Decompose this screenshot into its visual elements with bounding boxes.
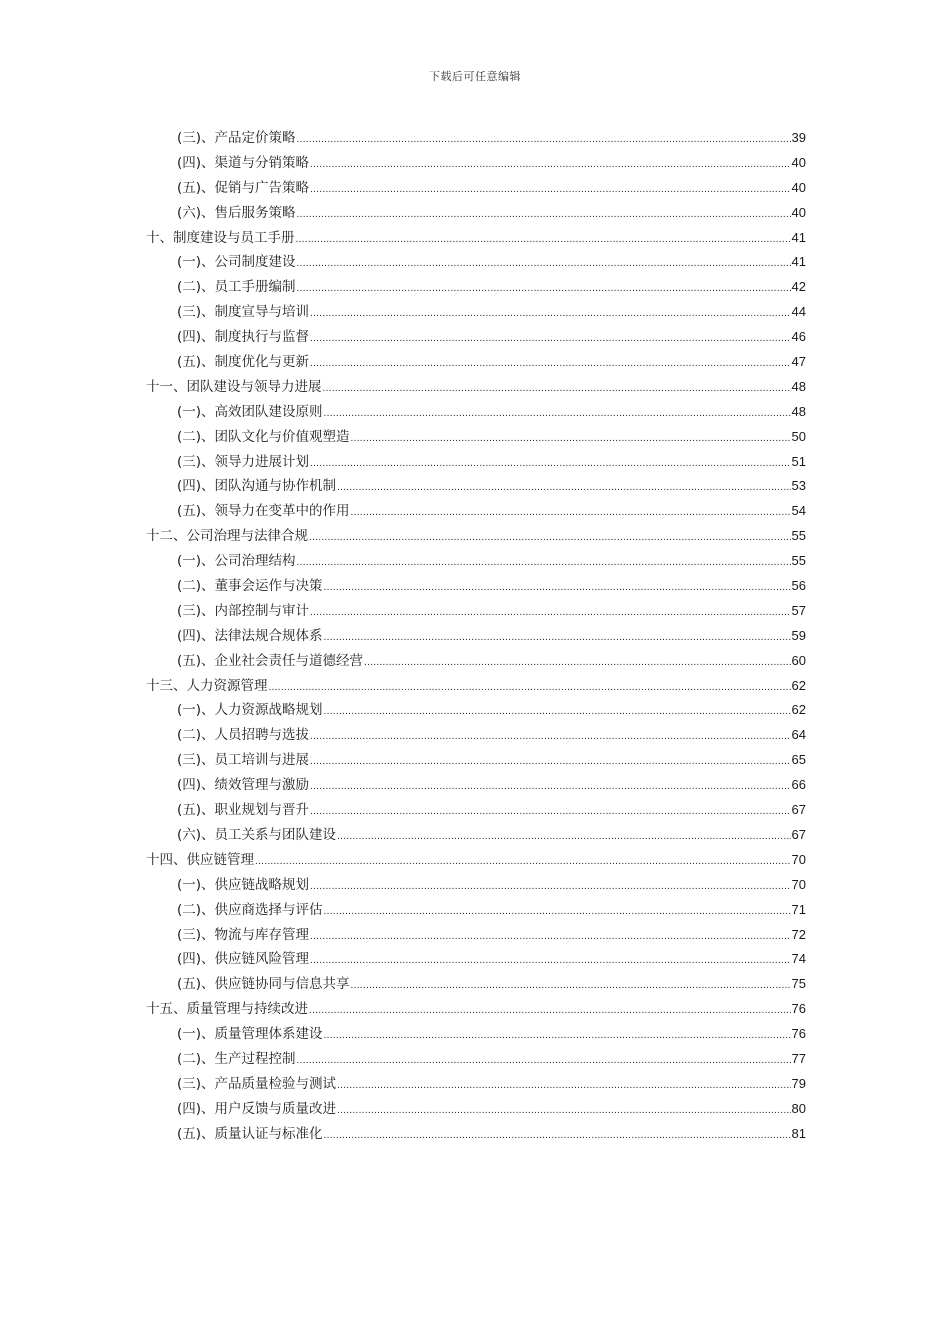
toc-page-number: 76: [791, 1001, 806, 1017]
toc-dot-leader: [364, 651, 790, 676]
toc-section-entry[interactable]: [146, 300, 806, 325]
toc-page-number: 62: [791, 702, 806, 718]
toc-page-number: 75: [791, 976, 806, 992]
toc-section-entry[interactable]: [146, 649, 806, 674]
table-of-contents: [146, 126, 806, 1147]
toc-dot-leader: [310, 352, 790, 377]
toc-page-number: 62: [791, 677, 806, 693]
toc-section-entry[interactable]: [146, 151, 806, 176]
toc-page-number: 77: [791, 1050, 806, 1066]
toc-dot-leader: [324, 576, 791, 601]
toc-page-number: 70: [791, 876, 806, 892]
toc-dot-leader: [310, 875, 790, 900]
toc-entry-label: (一)、公司制度建设: [177, 254, 296, 271]
toc-entry-label: (一)、质量管理体系建设: [177, 1026, 323, 1043]
toc-page-number: 41: [791, 229, 806, 245]
toc-chapter-entry[interactable]: [146, 997, 806, 1022]
toc-dot-leader: [310, 601, 790, 626]
toc-entry-label: (五)、领导力在变革中的作用: [177, 503, 350, 520]
toc-chapter-entry[interactable]: [146, 674, 806, 699]
toc-dot-leader: [324, 900, 791, 925]
toc-page-number: 40: [791, 179, 806, 195]
toc-section-entry[interactable]: [146, 624, 806, 649]
toc-section-entry[interactable]: [146, 947, 806, 972]
toc-dot-leader: [324, 1024, 791, 1049]
toc-dot-leader: [324, 626, 791, 651]
toc-section-entry[interactable]: [146, 923, 806, 948]
toc-entry-label: (三)、产品质量检验与测试: [177, 1075, 337, 1092]
toc-page-number: 40: [791, 154, 806, 170]
toc-entry-label: (四)、制度执行与监督: [177, 329, 310, 346]
toc-dot-leader: [323, 377, 791, 402]
toc-dot-leader: [310, 178, 790, 203]
toc-entry-label: (二)、供应商选择与评估: [177, 901, 323, 918]
toc-entry-label: (四)、渠道与分销策略: [177, 154, 310, 171]
toc-page-number: 67: [791, 826, 806, 842]
toc-section-entry[interactable]: [146, 350, 806, 375]
toc-section-entry[interactable]: [146, 250, 806, 275]
toc-page-number: 53: [791, 478, 806, 494]
toc-section-entry[interactable]: [146, 773, 806, 798]
toc-section-entry[interactable]: [146, 549, 806, 574]
toc-dot-leader: [337, 1074, 790, 1099]
toc-dot-leader: [310, 302, 790, 327]
toc-entry-label: (一)、人力资源战略规划: [177, 702, 323, 719]
toc-entry-label: (四)、用户反馈与质量改进: [177, 1100, 337, 1117]
toc-dot-leader: [297, 203, 791, 228]
toc-dot-leader: [309, 999, 791, 1024]
toc-entry-label: 十五、质量管理与持续改进: [146, 1001, 308, 1018]
toc-section-entry[interactable]: [146, 1122, 806, 1147]
toc-dot-leader: [324, 700, 791, 725]
toc-page-number: 66: [791, 777, 806, 793]
toc-entry-label: (二)、团队文化与价值观塑造: [177, 428, 350, 445]
toc-chapter-entry[interactable]: [146, 524, 806, 549]
toc-page-number: 74: [791, 951, 806, 967]
toc-dot-leader: [310, 775, 790, 800]
toc-entry-label: 十二、公司治理与法律合规: [146, 528, 308, 545]
toc-chapter-entry[interactable]: [146, 375, 806, 400]
toc-page-number: 40: [791, 204, 806, 220]
toc-entry-label: (三)、产品定价策略: [177, 130, 296, 146]
toc-entry-label: (四)、法律法规合规体系: [177, 627, 323, 644]
toc-dot-leader: [337, 825, 790, 850]
toc-entry-label: 十三、人力资源管理: [146, 677, 268, 694]
toc-entry-label: 十、制度建设与员工手册: [146, 229, 295, 246]
toc-entry-label: (二)、员工手册编制: [177, 279, 296, 296]
toc-entry-label: (三)、员工培训与进展: [177, 752, 310, 769]
toc-dot-leader: [324, 1124, 791, 1149]
toc-section-entry[interactable]: [146, 972, 806, 997]
toc-dot-leader: [337, 1099, 790, 1124]
toc-page-number: 47: [791, 354, 806, 370]
toc-page-number: 54: [791, 503, 806, 519]
toc-dot-leader: [297, 252, 791, 277]
toc-page-number: 39: [791, 130, 806, 145]
toc-page-number: 44: [791, 304, 806, 320]
toc-page-number: 51: [791, 453, 806, 469]
toc-page-number: 56: [791, 578, 806, 594]
page-header: 下载后可任意编辑: [429, 70, 521, 83]
toc-page-number: 42: [791, 279, 806, 295]
toc-section-entry[interactable]: [146, 798, 806, 823]
toc-dot-leader: [297, 277, 791, 302]
toc-page-number: 64: [791, 727, 806, 743]
toc-section-entry[interactable]: [146, 599, 806, 624]
toc-entry-label: (五)、制度优化与更新: [177, 354, 310, 371]
toc-section-entry[interactable]: [146, 823, 806, 848]
toc-section-entry[interactable]: [146, 898, 806, 923]
toc-entry-label: (五)、质量认证与标准化: [177, 1125, 323, 1142]
toc-dot-leader: [310, 800, 790, 825]
toc-section-entry[interactable]: [146, 474, 806, 499]
toc-section-entry[interactable]: [146, 748, 806, 773]
toc-dot-leader: [310, 452, 790, 477]
toc-page-number: 48: [791, 403, 806, 419]
toc-section-entry[interactable]: [146, 1022, 806, 1047]
toc-entry-label: (二)、董事会运作与决策: [177, 578, 323, 595]
toc-dot-leader: [296, 228, 791, 253]
toc-section-entry[interactable]: [146, 574, 806, 599]
toc-entry-label: (二)、人员招聘与选拔: [177, 727, 310, 744]
toc-entry-label: (三)、制度宣导与培训: [177, 304, 310, 321]
toc-dot-leader: [297, 551, 791, 576]
toc-page-number: 81: [791, 1125, 806, 1141]
toc-entry-label: (一)、供应链战略规划: [177, 876, 310, 893]
toc-page-number: 70: [791, 851, 806, 867]
toc-section-entry[interactable]: [146, 499, 806, 524]
toc-entry-label: (四)、绩效管理与激励: [177, 777, 310, 794]
toc-dot-leader: [351, 974, 791, 999]
toc-dot-leader: [297, 1049, 791, 1074]
toc-section-entry[interactable]: [146, 176, 806, 201]
toc-page-number: 76: [791, 1026, 806, 1042]
toc-page-number: 79: [791, 1075, 806, 1091]
toc-section-entry[interactable]: [146, 325, 806, 350]
toc-dot-leader: [309, 526, 791, 551]
toc-section-entry[interactable]: [146, 723, 806, 748]
toc-dot-leader: [351, 501, 791, 526]
toc-entry-label: (一)、公司治理结构: [177, 553, 296, 570]
toc-page-number: 65: [791, 752, 806, 768]
toc-dot-leader: [337, 476, 790, 501]
toc-entry-label: 十一、团队建设与领导力进展: [146, 378, 322, 395]
toc-page-number: 41: [791, 254, 806, 270]
toc-entry-label: (三)、领导力进展计划: [177, 453, 310, 470]
toc-section-entry[interactable]: [146, 1072, 806, 1097]
toc-page-number: 60: [791, 652, 806, 668]
toc-entry-label: (四)、供应链风险管理: [177, 951, 310, 968]
toc-entry-label: (五)、促销与广告策略: [177, 179, 310, 196]
toc-entry-label: (三)、物流与库存管理: [177, 926, 310, 943]
toc-section-entry[interactable]: [146, 698, 806, 723]
toc-entry-label: (二)、生产过程控制: [177, 1050, 296, 1067]
toc-chapter-entry[interactable]: [146, 226, 806, 251]
toc-section-entry[interactable]: [146, 126, 806, 151]
toc-page-number: 55: [791, 553, 806, 569]
toc-page-number: 72: [791, 926, 806, 942]
toc-entry-label: (一)、高效团队建设原则: [177, 403, 323, 420]
toc-entry-label: (三)、内部控制与审计: [177, 602, 310, 619]
toc-dot-leader: [310, 153, 790, 178]
toc-chapter-entry[interactable]: [146, 848, 806, 873]
toc-entry-label: (四)、团队沟通与协作机制: [177, 478, 337, 495]
toc-entry-label: (五)、企业社会责任与道德经营: [177, 652, 364, 669]
toc-entry-label: (六)、员工关系与团队建设: [177, 826, 337, 843]
toc-page-number: 46: [791, 329, 806, 345]
toc-page-number: 71: [791, 901, 806, 917]
toc-dot-leader: [324, 402, 791, 427]
toc-dot-leader: [351, 427, 791, 452]
toc-dot-leader: [310, 750, 790, 775]
toc-entry-label: (五)、职业规划与晋升: [177, 802, 310, 819]
toc-section-entry[interactable]: [146, 450, 806, 475]
toc-section-entry[interactable]: [146, 201, 806, 226]
toc-section-entry[interactable]: [146, 400, 806, 425]
toc-dot-leader: [269, 676, 791, 701]
toc-entry-label: (五)、供应链协同与信息共享: [177, 976, 350, 993]
toc-page-number: 80: [791, 1100, 806, 1116]
toc-dot-leader: [255, 850, 791, 875]
toc-section-entry[interactable]: [146, 275, 806, 300]
toc-dot-leader: [310, 949, 790, 974]
toc-page-number: 48: [791, 378, 806, 394]
toc-section-entry[interactable]: [146, 425, 806, 450]
toc-section-entry[interactable]: [146, 873, 806, 898]
toc-page-number: 57: [791, 602, 806, 618]
toc-section-entry[interactable]: [146, 1047, 806, 1072]
toc-entry-label: (六)、售后服务策略: [177, 204, 296, 221]
toc-page-number: 50: [791, 428, 806, 444]
toc-page-number: 59: [791, 627, 806, 643]
toc-dot-leader: [310, 925, 790, 950]
toc-dot-leader: [310, 725, 790, 750]
toc-page-number: 55: [791, 528, 806, 544]
toc-dot-leader: [297, 128, 791, 153]
toc-entry-label: 十四、供应链管理: [146, 851, 254, 868]
toc-page-number: 67: [791, 802, 806, 818]
toc-section-entry[interactable]: [146, 1097, 806, 1122]
toc-dot-leader: [310, 327, 790, 352]
